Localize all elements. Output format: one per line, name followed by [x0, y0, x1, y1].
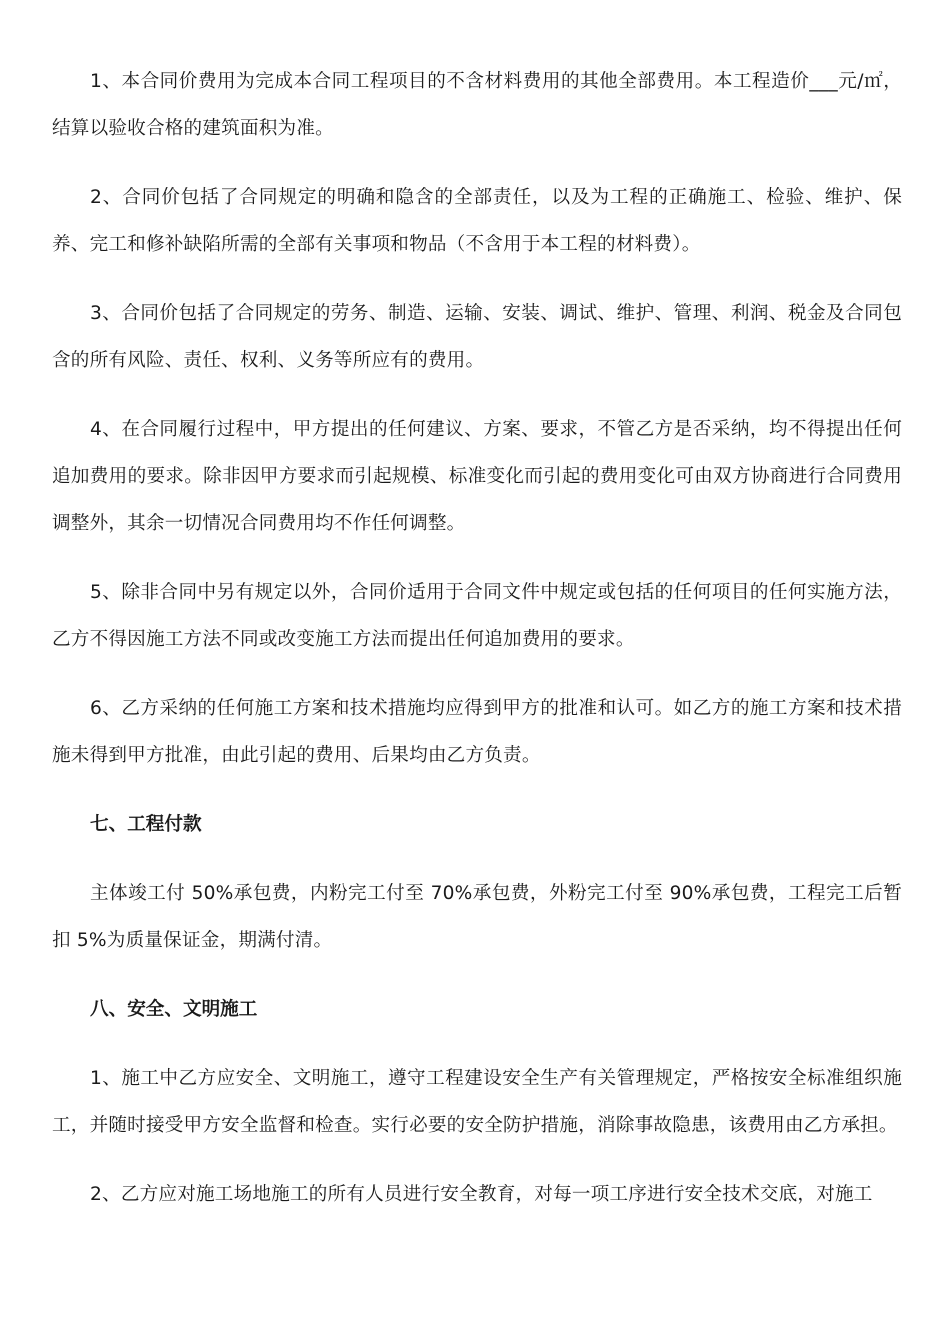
safety-clause-2: 2、乙方应对施工场地施工的所有人员进行安全教育，对每一项工序进行安全技术交底，对施工: [90, 1184, 873, 1205]
clause-2-contract-price-scope: 2、合同价包括了合同规定的明确和隐含的全部责任，以及为工程的正确施工、检验、维护、保养、完工和修补缺陷所需的全部有关事项和物品（不含用于本工程的材料费）。: [52, 187, 902, 255]
section-heading-payment: 七、工程付款: [90, 814, 202, 835]
document-page: [52, 58, 902, 1240]
clause-3-contract-price-costs: 3、合同价包括了合同规定的劳务、制造、运输、安装、调试、维护、管理、利润、税金及合同包含的所有风险、责任、权利、义务等所应有的费用。: [52, 303, 902, 371]
clause-6-approval: 6、乙方采纳的任何施工方案和技术措施均应得到甲方的批准和认可。如乙方的施工方案和技术措施未得到甲方批准，由此引起的费用、后果均由乙方负责。: [52, 698, 902, 766]
clause-4-no-extra-costs: 4、在合同履行过程中，甲方提出的任何建议、方案、要求，不管乙方是否采纳，均不得提出任何追加费用的要求。除非因甲方要求而引起规模、标准变化而引起的费用变化可由双方协商进行合同费用调整外，其余一切情况合同费用均不作任何调整。: [52, 419, 902, 534]
section-heading-safety: 八、安全、文明施工: [90, 999, 258, 1020]
safety-clause-1: 1、施工中乙方应安全、文明施工，遵守工程建设安全生产有关管理规定，严格按安全标准组织施工，并随时接受甲方安全监督和检查。实行必要的安全防护措施，消除事故隐患，该费用由乙方承担。: [52, 1068, 902, 1136]
clause-1-contract-price: 1、本合同价费用为完成本合同工程项目的不含材料费用的其他全部费用。本工程造价___元/㎡，结算以验收合格的建筑面积为准。: [52, 71, 902, 139]
clause-5-construction-methods: 5、除非合同中另有规定以外，合同价适用于合同文件中规定或包括的任何项目的任何实施方法，乙方不得因施工方法不同或改变施工方法而提出任何追加费用的要求。: [52, 582, 902, 650]
payment-terms: 主体竣工付 50%承包费，内粉完工付至 70%承包费，外粉完工付至 90%承包费，工程完工后暂扣 5%为质量保证金，期满付清。: [52, 883, 902, 951]
